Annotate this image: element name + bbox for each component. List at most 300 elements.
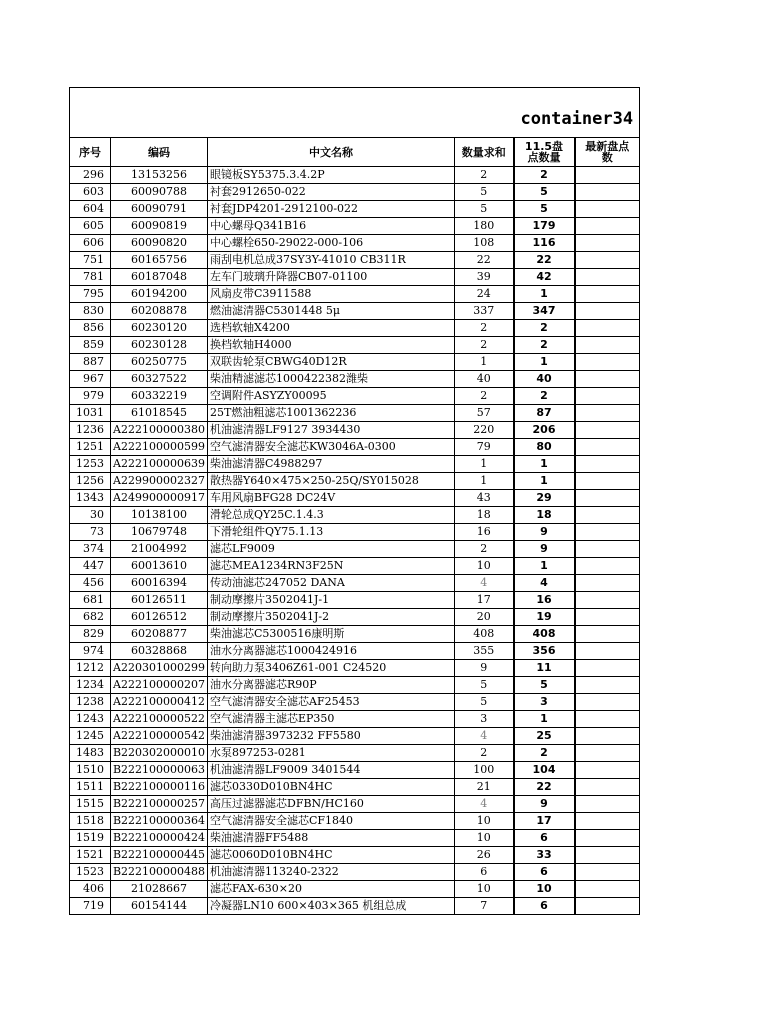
cell-code[interactable]: B222100000063 [111,762,208,779]
cell-seq[interactable]: 374 [70,541,111,558]
cell-count-115[interactable]: 16 [514,592,575,609]
cell-code[interactable]: A222100000599 [111,439,208,456]
cell-code[interactable]: B222100000424 [111,830,208,847]
cell-qty-sum[interactable]: 5 [455,201,514,218]
cell-count-115[interactable]: 11 [514,660,575,677]
cell-seq[interactable]: 682 [70,609,111,626]
cell-code[interactable]: 60154144 [111,898,208,915]
cell-latest-count[interactable] [575,286,640,303]
cell-latest-count[interactable] [575,201,640,218]
header-row [70,138,640,167]
cell-seq[interactable]: 1234 [70,677,111,694]
cell-code[interactable]: A229900002327 [111,473,208,490]
cell-count-115[interactable]: 22 [514,779,575,796]
cell-count-115[interactable]: 6 [514,830,575,847]
cell-seq[interactable]: 974 [70,643,111,660]
table-row [70,881,640,898]
cell-code[interactable]: A249900000917 [111,490,208,507]
cell-qty-sum[interactable]: 57 [455,405,514,422]
cell-code[interactable]: 60187048 [111,269,208,286]
cell-code[interactable]: A222100000412 [111,694,208,711]
table-row [70,252,640,269]
table-row [70,439,640,456]
cell-name[interactable]: 滤芯0060D010BN4HC [208,847,455,864]
cell-code[interactable]: 60250775 [111,354,208,371]
cell-name[interactable]: 柴油精滤滤芯1000422382潍柴 [208,371,455,388]
cell-seq[interactable]: 751 [70,252,111,269]
cell-seq[interactable]: 1243 [70,711,111,728]
cell-count-115[interactable]: 206 [514,422,575,439]
cell-code[interactable]: 60194200 [111,286,208,303]
cell-count-115[interactable]: 2 [514,167,575,184]
cell-qty-sum[interactable]: 9 [455,660,514,677]
cell-name[interactable]: 机油滤清器LF9127 3934430 [208,422,455,439]
cell-qty-sum[interactable]: 1 [455,473,514,490]
cell-count-115[interactable]: 33 [514,847,575,864]
cell-count-115[interactable]: 9 [514,524,575,541]
cell-count-115[interactable]: 2 [514,388,575,405]
cell-qty-sum[interactable]: 5 [455,677,514,694]
title-row [70,88,640,138]
cell-code[interactable]: A222100000639 [111,456,208,473]
cell-seq[interactable]: 830 [70,303,111,320]
cell-latest-count[interactable] [575,235,640,252]
cell-name[interactable]: 下滑轮组件QY75.1.13 [208,524,455,541]
cell-seq[interactable]: 1212 [70,660,111,677]
cell-qty-sum[interactable]: 3 [455,711,514,728]
cell-seq[interactable]: 603 [70,184,111,201]
table-row [70,507,640,524]
cell-latest-count[interactable] [575,779,640,796]
cell-seq[interactable]: 606 [70,235,111,252]
cell-code[interactable]: 61018545 [111,405,208,422]
cell-name[interactable]: 高压过滤器滤芯DFBN/HC160 [208,796,455,813]
cell-code[interactable]: 60016394 [111,575,208,592]
cell-latest-count[interactable] [575,456,640,473]
cell-count-115[interactable]: 19 [514,609,575,626]
cell-code[interactable]: B222100000257 [111,796,208,813]
cell-seq[interactable]: 1511 [70,779,111,796]
cell-qty-sum[interactable]: 2 [455,745,514,762]
cell-latest-count[interactable] [575,830,640,847]
cell-name[interactable]: 柴油滤清器3973232 FF5580 [208,728,455,745]
cell-count-115[interactable]: 1 [514,473,575,490]
cell-qty-sum[interactable]: 1 [455,354,514,371]
cell-seq[interactable]: 406 [70,881,111,898]
cell-name[interactable]: 换档软轴H4000 [208,337,455,354]
cell-name[interactable]: 空气滤清器主滤芯EP350 [208,711,455,728]
cell-latest-count[interactable] [575,592,640,609]
table-row [70,609,640,626]
cell-name[interactable]: 制动摩擦片3502041J-2 [208,609,455,626]
cell-seq[interactable]: 829 [70,626,111,643]
cell-code[interactable]: 10138100 [111,507,208,524]
cell-code[interactable]: 60165756 [111,252,208,269]
cell-code[interactable]: A222100000380 [111,422,208,439]
cell-seq[interactable]: 1031 [70,405,111,422]
cell-code[interactable]: 60230128 [111,337,208,354]
cell-name[interactable]: 水泵897253-0281 [208,745,455,762]
cell-seq[interactable]: 719 [70,898,111,915]
table-row [70,388,640,405]
header-code[interactable]: 编码 [111,138,208,167]
cell-seq[interactable]: 1238 [70,694,111,711]
cell-code[interactable]: 60126511 [111,592,208,609]
cell-count-115[interactable]: 1 [514,286,575,303]
cell-count-115[interactable]: 5 [514,184,575,201]
cell-qty-sum[interactable]: 355 [455,643,514,660]
table-row [70,337,640,354]
cell-code[interactable]: 13153256 [111,167,208,184]
cell-latest-count[interactable] [575,541,640,558]
cell-code[interactable]: 60208877 [111,626,208,643]
cell-code[interactable]: 60230120 [111,320,208,337]
cell-latest-count[interactable] [575,796,640,813]
cell-count-115[interactable]: 5 [514,201,575,218]
cell-code[interactable]: B222100000445 [111,847,208,864]
table-row [70,830,640,847]
cell-latest-count[interactable] [575,558,640,575]
cell-code[interactable]: 60208878 [111,303,208,320]
cell-seq[interactable]: 605 [70,218,111,235]
cell-name[interactable]: 滑轮总成QY25C.1.4.3 [208,507,455,524]
cell-seq[interactable]: 681 [70,592,111,609]
cell-count-115[interactable]: 1 [514,558,575,575]
cell-name[interactable]: 油水分离器滤芯R90P [208,677,455,694]
cell-code[interactable]: 60090819 [111,218,208,235]
cell-qty-sum[interactable]: 21 [455,779,514,796]
cell-code[interactable]: A222100000542 [111,728,208,745]
cell-qty-sum[interactable]: 20 [455,609,514,626]
cell-qty-sum[interactable]: 2 [455,167,514,184]
cell-qty-sum[interactable]: 337 [455,303,514,320]
cell-seq[interactable]: 1483 [70,745,111,762]
cell-seq[interactable]: 1236 [70,422,111,439]
cell-count-115[interactable]: 2 [514,320,575,337]
cell-name[interactable]: 转向助力泵3406Z61-001 C24520 [208,660,455,677]
cell-seq[interactable]: 1519 [70,830,111,847]
cell-count-115[interactable]: 25 [514,728,575,745]
cell-count-115[interactable]: 22 [514,252,575,269]
cell-code[interactable]: 60013610 [111,558,208,575]
table-row [70,711,640,728]
cell-latest-count[interactable] [575,320,640,337]
cell-latest-count[interactable] [575,354,640,371]
cell-latest-count[interactable] [575,252,640,269]
cell-name[interactable]: 制动摩擦片3502041J-1 [208,592,455,609]
table-row [70,592,640,609]
cell-latest-count[interactable] [575,813,640,830]
cell-name[interactable]: 中心螺栓650-29022-000-106 [208,235,455,252]
cell-seq[interactable]: 456 [70,575,111,592]
cell-code[interactable]: 60126512 [111,609,208,626]
cell-latest-count[interactable] [575,507,640,524]
cell-qty-sum[interactable]: 220 [455,422,514,439]
cell-latest-count[interactable] [575,473,640,490]
cell-name[interactable]: 空气滤清器安全滤芯AF25453 [208,694,455,711]
cell-code[interactable]: B222100000488 [111,864,208,881]
cell-name[interactable]: 油水分离器滤芯1000424916 [208,643,455,660]
cell-count-115[interactable]: 17 [514,813,575,830]
cell-latest-count[interactable] [575,167,640,184]
cell-seq[interactable]: 604 [70,201,111,218]
cell-name[interactable]: 25T燃油粗滤芯1001362236 [208,405,455,422]
cell-name[interactable]: 滤芯0330D010BN4HC [208,779,455,796]
cell-latest-count[interactable] [575,184,640,201]
cell-name[interactable]: 左车门玻璃升降器CB07-01100 [208,269,455,286]
table-row [70,320,640,337]
cell-latest-count[interactable] [575,269,640,286]
cell-count-115[interactable]: 10 [514,881,575,898]
cell-seq[interactable]: 1518 [70,813,111,830]
table-row [70,235,640,252]
cell-seq[interactable]: 1523 [70,864,111,881]
cell-name[interactable]: 燃油滤清器C5301448 5μ [208,303,455,320]
table-row [70,745,640,762]
cell-latest-count[interactable] [575,439,640,456]
cell-code[interactable]: B222100000116 [111,779,208,796]
cell-seq[interactable]: 967 [70,371,111,388]
cell-count-115[interactable]: 80 [514,439,575,456]
cell-code[interactable]: 21028667 [111,881,208,898]
cell-latest-count[interactable] [575,728,640,745]
header-seq[interactable]: 序号 [70,138,111,167]
cell-qty-sum[interactable]: 79 [455,439,514,456]
header-name[interactable]: 中文名称 [208,138,455,167]
cell-latest-count[interactable] [575,643,640,660]
cell-count-115[interactable]: 1 [514,456,575,473]
cell-name[interactable]: 双联齿轮泵CBWG40D12R [208,354,455,371]
cell-latest-count[interactable] [575,388,640,405]
cell-count-115[interactable]: 29 [514,490,575,507]
cell-name[interactable]: 柴油滤清器FF5488 [208,830,455,847]
cell-qty-sum[interactable]: 10 [455,813,514,830]
cell-count-115[interactable]: 87 [514,405,575,422]
cell-name[interactable]: 风扇皮带C3911588 [208,286,455,303]
cell-seq[interactable]: 1251 [70,439,111,456]
cell-name[interactable]: 机油滤清器113240-2322 [208,864,455,881]
header-qty-sum[interactable]: 数量求和 [455,138,514,167]
header-latest-count[interactable] [575,138,640,167]
cell-latest-count[interactable] [575,490,640,507]
cell-latest-count[interactable] [575,405,640,422]
cell-qty-sum[interactable]: 100 [455,762,514,779]
cell-latest-count[interactable] [575,762,640,779]
cell-count-115[interactable]: 5 [514,677,575,694]
cell-seq[interactable]: 1521 [70,847,111,864]
table-row [70,558,640,575]
cell-latest-count[interactable] [575,745,640,762]
cell-code[interactable]: 60328868 [111,643,208,660]
cell-qty-sum[interactable]: 10 [455,881,514,898]
cell-name[interactable]: 散热器Y640×475×250-25Q/SY015028 [208,473,455,490]
cell-latest-count[interactable] [575,337,640,354]
cell-qty-sum[interactable]: 2 [455,541,514,558]
table-row [70,524,640,541]
cell-seq[interactable]: 1515 [70,796,111,813]
cell-qty-sum[interactable]: 39 [455,269,514,286]
cell-count-115[interactable]: 1 [514,354,575,371]
cell-qty-sum[interactable]: 5 [455,694,514,711]
table-row [70,422,640,439]
cell-latest-count[interactable] [575,847,640,864]
cell-name[interactable]: 选档软轴X4200 [208,320,455,337]
cell-name[interactable]: 衬套2912650-022 [208,184,455,201]
cell-seq[interactable]: 795 [70,286,111,303]
cell-seq[interactable]: 296 [70,167,111,184]
cell-count-115[interactable]: 1 [514,711,575,728]
cell-qty-sum[interactable]: 2 [455,388,514,405]
cell-qty-sum[interactable]: 22 [455,252,514,269]
cell-qty-sum[interactable]: 7 [455,898,514,915]
cell-name[interactable]: 衬套JDP4201-2912100-022 [208,201,455,218]
sheet-title[interactable]: container34 [70,88,640,138]
cell-qty-sum[interactable]: 17 [455,592,514,609]
cell-seq[interactable]: 1256 [70,473,111,490]
cell-count-115[interactable]: 356 [514,643,575,660]
cell-qty-sum[interactable]: 2 [455,337,514,354]
cell-seq[interactable]: 979 [70,388,111,405]
cell-name[interactable]: 滤芯LF9009 [208,541,455,558]
cell-qty-sum[interactable]: 108 [455,235,514,252]
cell-seq[interactable]: 859 [70,337,111,354]
cell-qty-sum[interactable]: 6 [455,864,514,881]
cell-code[interactable]: 10679748 [111,524,208,541]
cell-qty-sum[interactable]: 2 [455,320,514,337]
cell-count-115[interactable]: 347 [514,303,575,320]
cell-seq[interactable]: 856 [70,320,111,337]
cell-count-115[interactable]: 9 [514,796,575,813]
cell-latest-count[interactable] [575,575,640,592]
cell-qty-sum[interactable]: 26 [455,847,514,864]
cell-count-115[interactable]: 6 [514,898,575,915]
cell-name[interactable]: 车用风扇BFG28 DC24V [208,490,455,507]
cell-seq[interactable]: 887 [70,354,111,371]
cell-qty-sum[interactable]: 4 [455,728,514,745]
cell-latest-count[interactable] [575,864,640,881]
cell-name[interactable]: 滤芯FAX-630×20 [208,881,455,898]
inventory-table [69,87,640,915]
cell-name[interactable]: 机油滤清器LF9009 3401544 [208,762,455,779]
table-row [70,167,640,184]
table-row [70,660,640,677]
cell-seq[interactable]: 447 [70,558,111,575]
cell-count-115[interactable]: 3 [514,694,575,711]
cell-count-115[interactable]: 2 [514,337,575,354]
cell-seq[interactable]: 1253 [70,456,111,473]
cell-latest-count[interactable] [575,694,640,711]
cell-code[interactable]: 60090820 [111,235,208,252]
cell-latest-count[interactable] [575,898,640,915]
cell-code[interactable]: B222100000364 [111,813,208,830]
cell-qty-sum[interactable]: 18 [455,507,514,524]
header-count-115[interactable] [514,138,575,167]
cell-qty-sum[interactable]: 40 [455,371,514,388]
cell-qty-sum[interactable]: 4 [455,796,514,813]
cell-code[interactable]: 60090791 [111,201,208,218]
cell-seq[interactable]: 781 [70,269,111,286]
table-row [70,694,640,711]
cell-qty-sum[interactable]: 1 [455,456,514,473]
cell-count-115[interactable]: 116 [514,235,575,252]
cell-name[interactable]: 柴油滤清器C4988297 [208,456,455,473]
cell-name[interactable]: 柴油滤芯C5300516康明斯 [208,626,455,643]
cell-count-115[interactable]: 42 [514,269,575,286]
cell-qty-sum[interactable]: 43 [455,490,514,507]
cell-code[interactable]: A222100000522 [111,711,208,728]
cell-name[interactable]: 雨刮电机总成37SY3Y-41010 CB311R [208,252,455,269]
table-body [70,167,640,915]
table-row [70,286,640,303]
cell-name[interactable]: 空气滤清器安全滤芯KW3046A-0300 [208,439,455,456]
cell-latest-count[interactable] [575,626,640,643]
cell-code[interactable]: A220301000299 [111,660,208,677]
cell-count-115[interactable]: 4 [514,575,575,592]
cell-count-115[interactable]: 179 [514,218,575,235]
cell-qty-sum[interactable]: 180 [455,218,514,235]
cell-count-115[interactable]: 18 [514,507,575,524]
cell-count-115[interactable]: 2 [514,745,575,762]
cell-name[interactable]: 空调附件ASYZY00095 [208,388,455,405]
cell-latest-count[interactable] [575,677,640,694]
cell-latest-count[interactable] [575,422,640,439]
cell-qty-sum[interactable]: 10 [455,558,514,575]
cell-code[interactable]: B220302000010 [111,745,208,762]
table-row [70,541,640,558]
header-latest-count-label: 最新盘点数 [585,140,630,164]
cell-qty-sum[interactable]: 408 [455,626,514,643]
cell-code[interactable]: 60332219 [111,388,208,405]
cell-latest-count[interactable] [575,524,640,541]
cell-seq[interactable]: 1245 [70,728,111,745]
cell-name[interactable]: 传动油滤芯247052 DANA [208,575,455,592]
cell-latest-count[interactable] [575,609,640,626]
cell-latest-count[interactable] [575,660,640,677]
cell-latest-count[interactable] [575,881,640,898]
cell-code[interactable]: 21004992 [111,541,208,558]
cell-count-115[interactable]: 408 [514,626,575,643]
cell-qty-sum[interactable]: 16 [455,524,514,541]
cell-count-115[interactable]: 40 [514,371,575,388]
cell-latest-count[interactable] [575,303,640,320]
table-row [70,677,640,694]
table-row [70,490,640,507]
cell-name[interactable]: 冷凝器LN10 600×403×365 机组总成 [208,898,455,915]
cell-latest-count[interactable] [575,218,640,235]
cell-code[interactable]: 60327522 [111,371,208,388]
cell-latest-count[interactable] [575,371,640,388]
cell-qty-sum[interactable]: 4 [455,575,514,592]
cell-code[interactable]: A222100000207 [111,677,208,694]
cell-name[interactable]: 空气滤清器安全滤芯CF1840 [208,813,455,830]
cell-count-115[interactable]: 6 [514,864,575,881]
cell-qty-sum[interactable]: 10 [455,830,514,847]
cell-seq[interactable]: 30 [70,507,111,524]
cell-qty-sum[interactable]: 24 [455,286,514,303]
cell-seq[interactable]: 1343 [70,490,111,507]
table-row [70,218,640,235]
cell-latest-count[interactable] [575,711,640,728]
cell-qty-sum[interactable]: 5 [455,184,514,201]
cell-seq[interactable]: 1510 [70,762,111,779]
cell-count-115[interactable]: 9 [514,541,575,558]
cell-name[interactable]: 眼镜板SY5375.3.4.2P [208,167,455,184]
cell-seq[interactable]: 73 [70,524,111,541]
cell-name[interactable]: 中心螺母Q341B16 [208,218,455,235]
cell-code[interactable]: 60090788 [111,184,208,201]
cell-count-115[interactable]: 104 [514,762,575,779]
cell-name[interactable]: 滤芯MEA1234RN3F25N [208,558,455,575]
